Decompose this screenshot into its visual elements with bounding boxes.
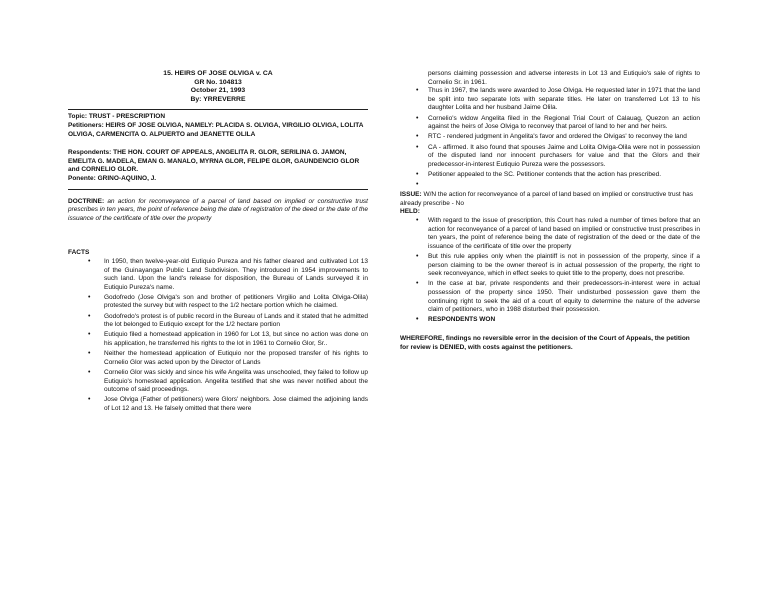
issue-label: ISSUE: [400,191,422,199]
empty-list-item [428,181,700,190]
list-item: • Eutiquio filed a homestead application in 1960 for Lot 13, but since no action was done on his application, he transferred his rights to the lot in 1961 to Cornelio Glor, Sr.. [104,331,368,348]
list-item: • RTC - rendered judgment in Angelita's favor and ordered the Olvigas' to reconvey the land [428,133,700,142]
decision-date: October 21, 1993 [190,87,246,95]
list-item: • In the case at bar, private respondents and their predecessors-in-interest were in actual possession of the property since 1950. Their undisturbed possession gave them the continuing right to seek the aid of a court of equity to determine the nature of the adverse claim of petitioners, who in 1988 disturbed their possession. [428,280,700,314]
list-item: • Godofredo's protest is of public record in the Bureau of Lands and it stated that he admitted the lot belonged to Eutiquio except for the 1/2 hectare portion [104,313,368,330]
list-item: • Thus in 1967, the lands were awarded to Jose Olviga. He requested later in 1971 that the land be split into two separate lots with separate titles. He later on transferred Lot 13 to his daughter Lolita and her husband Jaime Olila. [428,87,700,113]
gr-number: GR No. 104813 [194,78,242,86]
left-column [68,70,368,415]
list-item: • With regard to the issue of prescription, this Court has ruled a number of times before that an action for reconveyance of a parcel of land based on implied or constructive trust prescribes in ten years, the point of reference being the date of registration of the deed or the date of the issuance of the certificate of title over the property [428,217,700,251]
list-item: • Petitioner appealed to the SC. Petitioner contends that the action has prescribed. [428,171,700,180]
list-item: • But this rule applies only when the plaintiff is not in possession of the property, since if a person claiming to be the owner thereof is in actual possession of the property, the right to seek reconveyance, which in effect seeks to quiet title to the property, does not prescribe. [428,253,700,279]
topic: Topic: TRUST - PRESCRIPTION [68,113,166,121]
list-item: • In 1950, then twelve-year-old Eutiquio Pureza and his father cleared and cultivated Lot 13 of the Guinayangan Public Land Subdivision. They introduced in 1954 improvements to such land. Upon the land's release for disposition, the Bureau of Lands surveyed it in Eutiquio Pureza's name. [104,258,368,292]
held-heading: HELD: [400,208,420,216]
digest-author: By: YRREVERRE [190,95,246,103]
divider-bottom [68,189,368,190]
list-item: • Cornelio's widow Angelita filed in the Regional Trial Court of Calauag, Quezon an action against the heirs of Jose Olviga to reconvey that parcel of land to her and her heirs. [428,115,700,132]
divider-top [68,109,368,110]
facts-list-continued [400,87,700,190]
doctrine [68,198,368,224]
right-column [400,70,700,352]
list-item: • Cornelio Glor was sickly and since his wife Angelita was unschooled, they failed to follow up Eutiquio's homestead application. Angelita testified that she was never notified about the outcome of said proceedings. [104,369,368,395]
facts-list [68,258,368,414]
list-item: • CA - affirmed. It also found that spouses Jaime and Lolita Olviga-Olila were not in possession of the disputed land nor innocent purchasers for value and that the Glors and their predecessor-in-interest Eutiquio Pureza were the possessors. [428,144,700,170]
spacer [68,139,368,149]
ponente: Ponente: GRINO-AQUINO, J. [68,174,157,182]
petitioners: Petitioners: HEIRS OF JOSE OLVIGA, NAMELY: PLACIDA S. OLVIGA, VIRGILIO OLVIGA, LOLITA OLVIGA, CARMENCITA O. ALPUERTO and JEANETTE OLILA [68,121,364,138]
held-list [400,217,700,325]
case-title: 15. HEIRS OF JOSE OLVIGA v. CA [163,70,273,77]
list-item: • Godofredo (Jose Olviga's son and brother of petitioners Virgilio and Lolita Olviga-Olila) protested the survey but with respect to the 1/2 hectare portion which he claimed. [104,294,368,311]
doctrine-label: DOCTRINE: [68,197,105,205]
respondents: Respondents: THE HON. COURT OF APPEALS, ANGELITA R. GLOR, SERILINA G. JAMON, EMELITA G. MADELA, EMAN G. MANALO, MYRNA GLOR, FELIPE GLOR, GAUNDENCIO GLOR and CORNELIO GLOR. [68,149,360,174]
list-item: • Jose Olviga (Father of petitioners) were Glors' neighbors. Jose claimed the adjoining lands of Lot 12 and 13. He falsely omitted that there were [104,396,368,413]
ruling-result: • RESPONDENTS WON [428,316,700,325]
issue-text: W/N the action for reconveyance of a parcel of land based on implied or constructive trust has already prescribe - No [400,191,694,207]
wherefore-clause: WHEREFORE, findings no reversible error in the decision of the Court of Appeals, the petition for review is DENIED, with costs against the petitioners. [400,334,690,351]
facts-continuation: persons claiming possession and adverse interests in Lot 13 and Eutiquio's sale of rights to Cornelio Sr. in 1961. [428,70,700,86]
issue [400,191,700,208]
facts-heading: FACTS [68,249,90,257]
list-item: • Neither the homestead application of Eutiquio nor the proposed transfer of his rights to Cornelio Glor was acted upon by the Director of Lands [104,350,368,367]
doctrine-text: an action for reconveyance of a parcel of land based on implied or constructive trust prescribes in ten years, the point of reference being the date of registration of the deed or the date of the issuance of the certificate of title over the property [68,197,368,222]
